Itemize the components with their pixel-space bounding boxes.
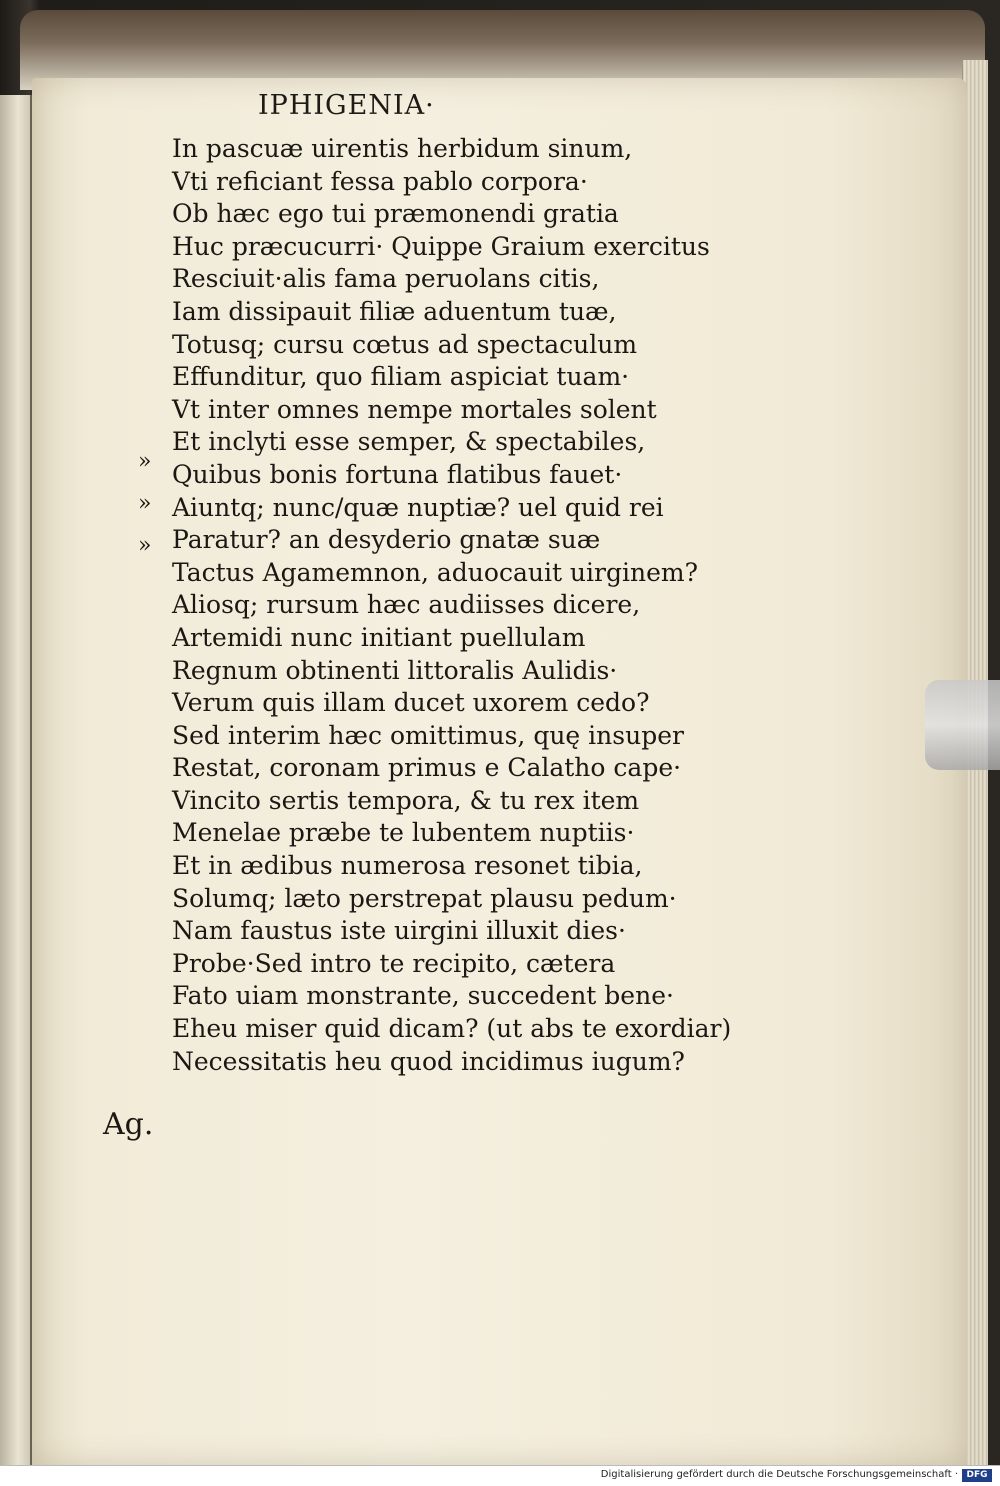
verse-line: In pascuæ uirentis herbidum sinum, [172, 134, 633, 163]
verse-line: Verum quis illam ducet uxorem cedo? [172, 688, 650, 718]
verse-line: Sed interim hæc omittimus, quę insuper [172, 720, 684, 750]
verse-line: Necessitatis heu quod incidimus iugum? [172, 1046, 685, 1076]
footer-credit: Digitalisierung gefördert durch die Deutsche Forschungsgemeinschaft · [600, 1469, 958, 1480]
verse-line: Solumq; læto perstrepat plausu pedum· [172, 883, 677, 913]
verse-line: Paratur? an desyderio gnatæ suæ [172, 525, 601, 555]
digitization-footer [0, 1465, 1000, 1486]
verse-line: Eheu miser quid dicam? (ut abs te exordiar) [172, 1014, 732, 1044]
running-head: IPHIGENIA· [258, 90, 435, 121]
verse-line: Ob hæc ego tui præmonendi gratia [172, 199, 619, 229]
verse-line: Effunditur, quo filiam aspiciat tuam· [172, 362, 630, 392]
dfg-logo-icon: DFG [962, 1469, 992, 1482]
verse-line: Et in ædibus numerosa resonet tibia, [172, 851, 643, 881]
verse-line: Resciuit·alis fama peruolans citis, [172, 264, 600, 294]
verse-line: Regnum obtinenti littoralis Aulidis· [172, 655, 618, 685]
verse-line: Vincito sertis tempora, & tu rex item [172, 785, 640, 815]
verse-line: Aliosq; rursum hæc audiisses dicere, [172, 590, 641, 620]
verse-line: Artemidi nunc initiant puellulam [172, 622, 586, 652]
left-page-edge [0, 95, 32, 1465]
verse-line: Vti reficiant fessa pablo corpora· [172, 166, 588, 196]
page-clip [925, 680, 1000, 770]
verse-line: Totusq; cursu cœtus ad spectaculum [172, 329, 638, 359]
verse-line: Vt inter omnes nempe mortales solent [172, 394, 657, 424]
verse-line: Huc præcucurri· Quippe Graium exercitus [172, 231, 710, 261]
speaker-label: Ag. [103, 1107, 154, 1142]
verse-line: Iam dissipauit filiæ aduentum tuæ, [172, 296, 617, 326]
verse-line: Restat, coronam primus e Calatho cape· [172, 753, 682, 783]
verse-text [172, 133, 792, 1078]
verse-line: Aiuntq; nunc/quæ nuptiæ? uel quid rei [172, 492, 664, 522]
verse-line: Menelae præbe te lubentem nuptiis· [172, 818, 635, 848]
verse-line: Quibus bonis fortuna flatibus fauet· [172, 459, 623, 489]
quotation-marker: » [138, 449, 152, 474]
verse-line: Nam faustus iste uirgini illuxit dies· [172, 916, 626, 946]
quotation-marker: » [138, 491, 152, 516]
verse-line: Tactus Agamemnon, aduocauit uirginem? [172, 557, 698, 587]
verse-line: Fato uiam monstrante, succedent bene· [172, 981, 674, 1011]
verse-line: Probe·Sed intro te recipito, cætera [172, 948, 616, 978]
verse-line: Et inclyti esse semper, & spectabiles, [172, 427, 646, 457]
quotation-marker: » [138, 533, 152, 558]
